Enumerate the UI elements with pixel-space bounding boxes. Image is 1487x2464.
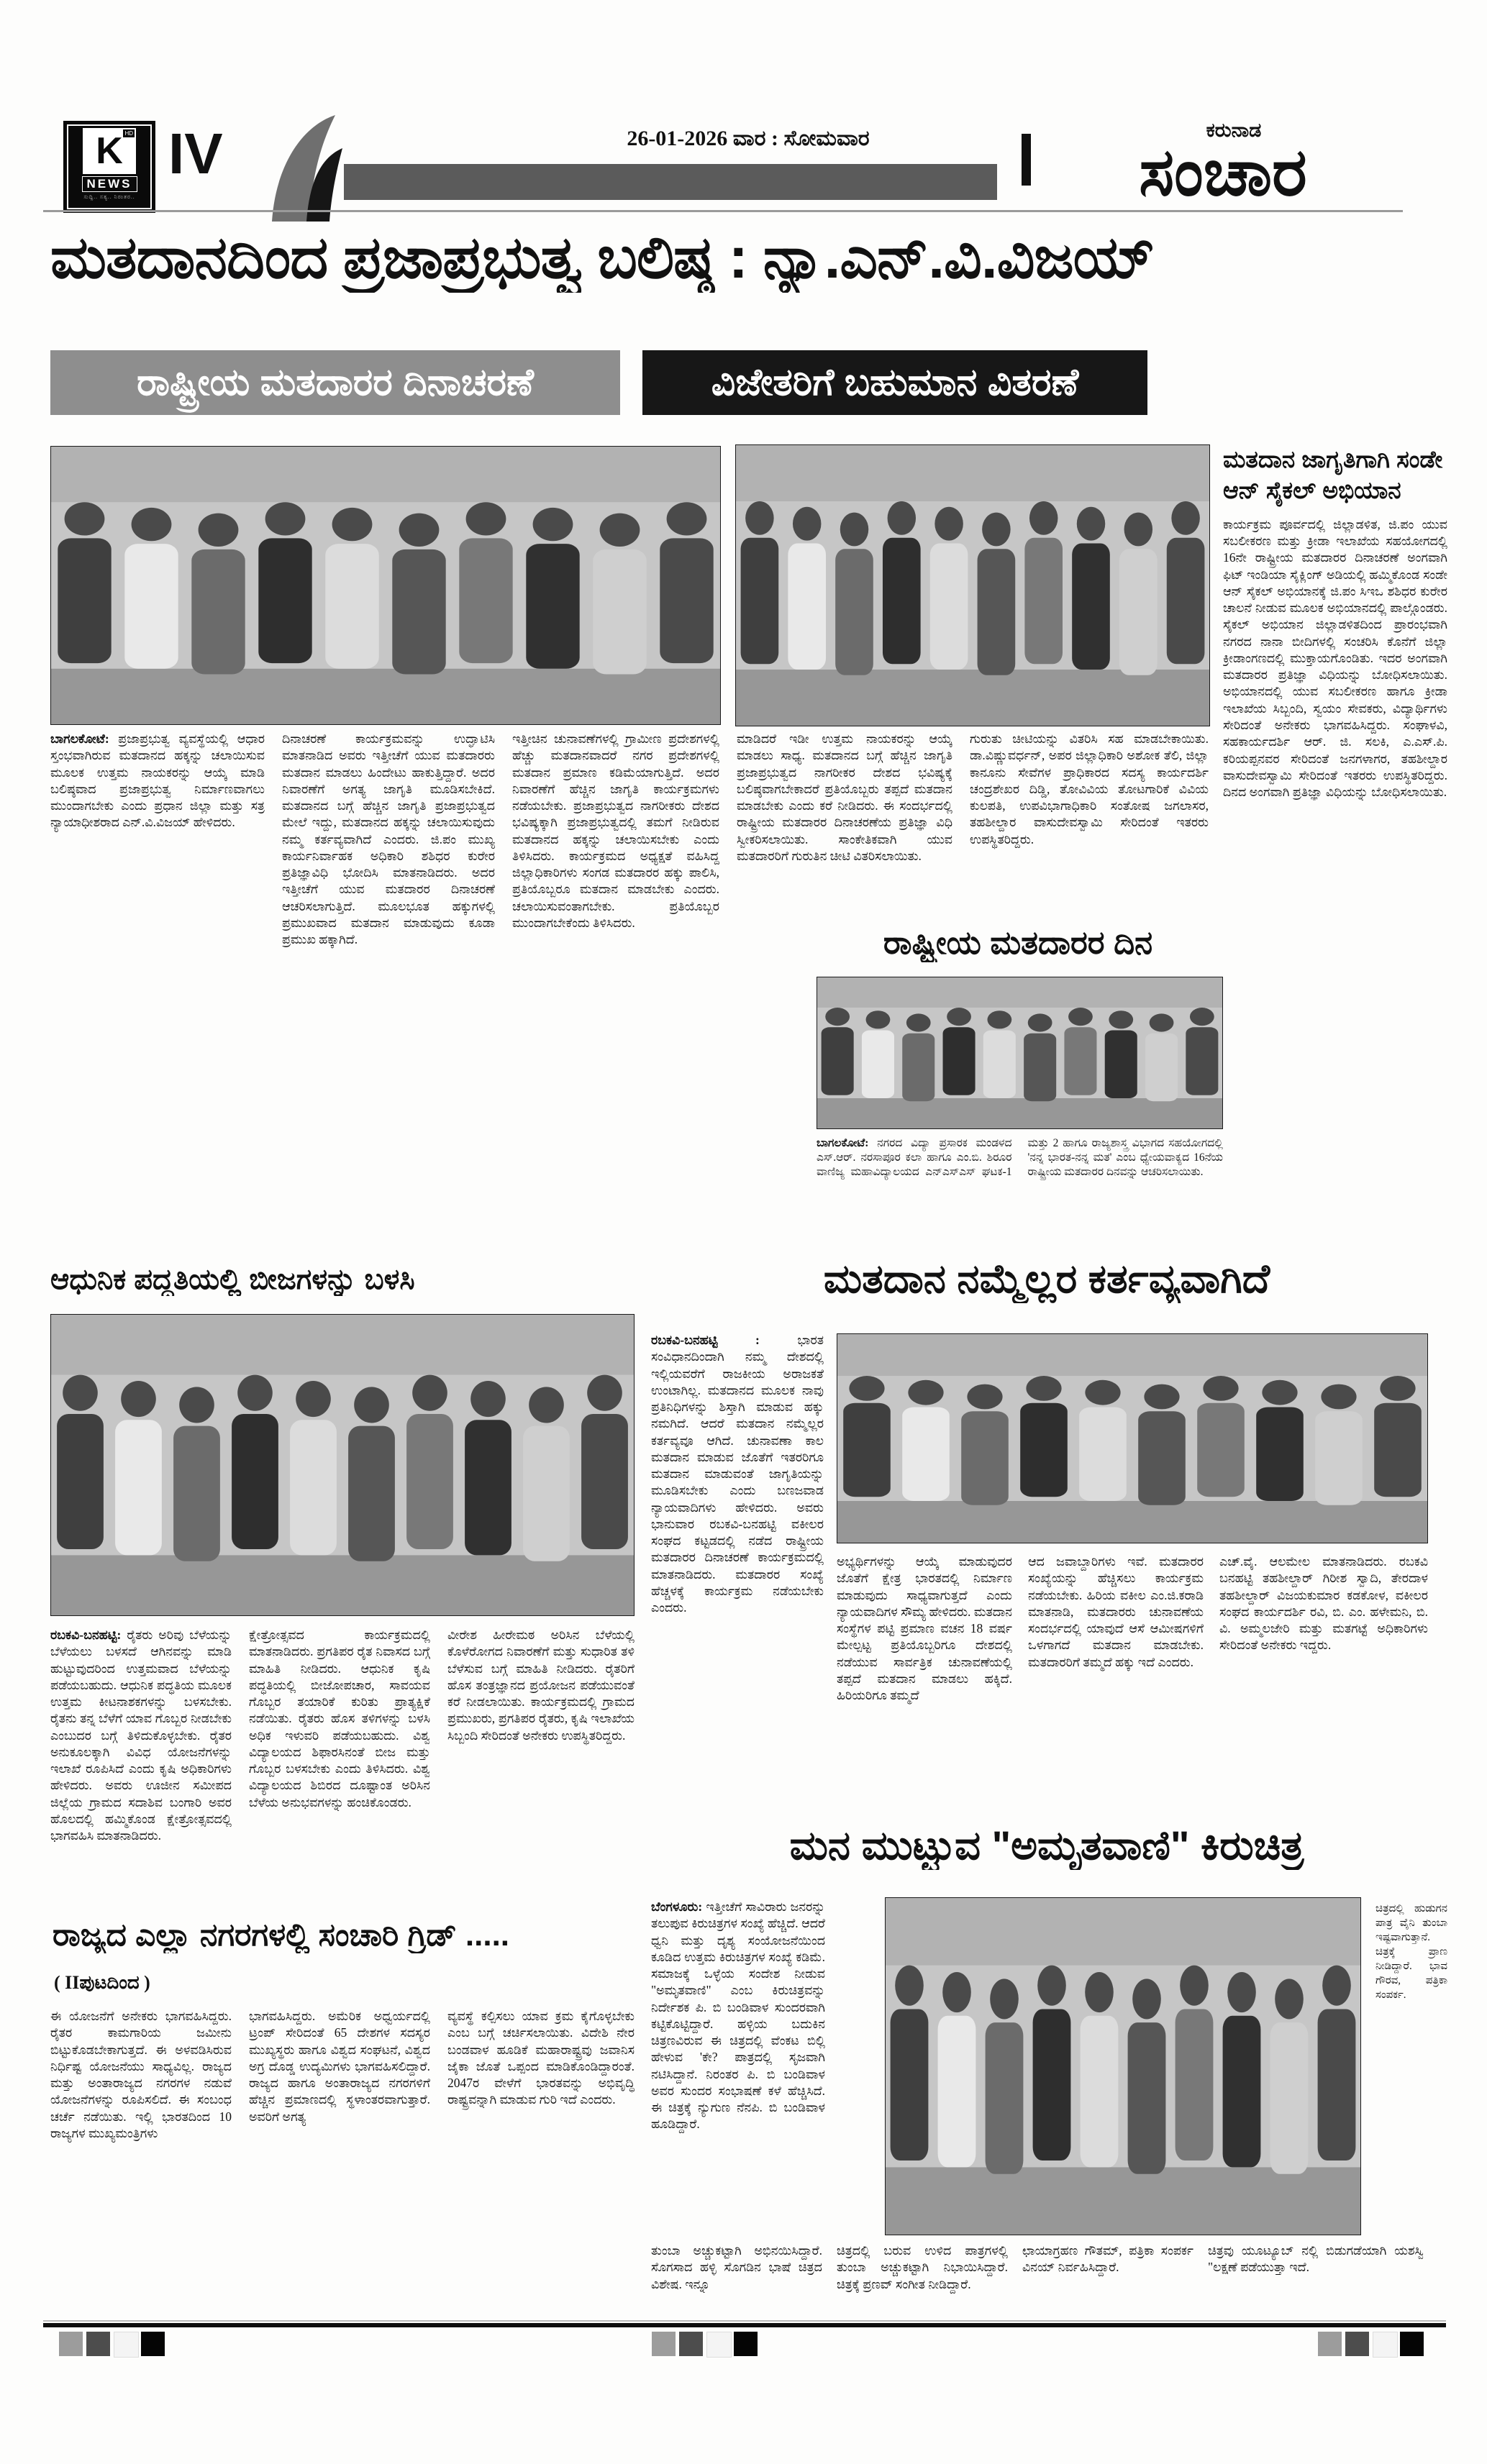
knews-logo-news: NEWS [82, 176, 137, 192]
film-dateline: ಬೆಂಗಳೂರು: [651, 1899, 703, 1914]
knews-logo [63, 121, 155, 213]
page-number: IV [168, 122, 223, 186]
lead-col-3: ಇತ್ತೀಚಿನ ಚುನಾವಣೆಗಳಲ್ಲಿ ಗ್ರಾಮೀಣ ಪ್ರದೇಶಗಳಲ್ಲಿ ಹೆಚ್ಚು ಮತದಾನವಾದರೆ ನಗರ ಪ್ರದೇಶಗಳಲ್ಲಿ ಮತದಾನ ಪ್ರಮಾಣ ಕಡಿಮೆಯಾಗುತ್ತಿದೆ. ಅದರ ನಿವಾರಣೆಗೆ ಹೆಚ್ಚಿನ ಜಾಗೃತಿ ಕಾರ್ಯಕ್ರಮಗಳು ನಡೆಯಬೇಕು. ಪ್ರಜಾಪ್ರಭುತ್ವದ ನಾಗರೀಕರು ದೇಶದ ಭವಿಷ್ಯಕ್ಕಾಗಿ ಪ್ರಜಾಪ್ರಭುತ್ವದಲ್ಲಿ ತಮಗೆ ನೀಡಿರುವ ಮತದಾನದ ಹಕ್ಕನ್ನು ಚಲಾಯಿಸಬೇಕು ಎಂದು ತಿಳಿಸಿದರು. ಕಾರ್ಯಕ್ರಮದ ಅಧ್ಯಕ್ಷತೆ ವಹಿಸಿದ್ದ ಜಿಲ್ಲಾಧಿಕಾರಿಗಳು ಸಂಗಡ ಮತದಾರರ ಹಕ್ಕು ಪಾಲಿಸಿ, ಪ್ರತಿಯೊಬ್ಬರೂ ಮತದಾನ ಮಾಡಬೇಕು ಎಂದರು. ಚಲಾಯಿಸುವಂತಾಗಬೇಕು. ಪ್ರತಿಯೊಬ್ಬರ ಮುಂದಾಗಬೇಕೆಂದು ತಿಳಿಸಿದರು. [512, 731, 719, 930]
seeds-headline: ಆಧುನಿಕ ಪದ್ಧತಿಯಲ್ಲಿ ಬೀಜಗಳನ್ನು ಬಳಸಿ [50, 1264, 415, 1295]
reg-square [1373, 2332, 1398, 2358]
voters-day-caption [817, 1136, 1223, 1248]
seeds-col-2: ಕ್ಷೇತ್ರೋತ್ಸವದ ಕಾರ್ಯಕ್ರಮದಲ್ಲಿ ಮಾತನಾಡಿದರು. ಪ್ರಗತಿಪರ ರೈತ ನಿವಾಸದ ಬಗ್ಗೆ ಮಾಹಿತಿ ನೀಡಿದರು. ಆಧುನಿಕ ಕೃಷಿ ಪದ್ಧತಿಯಲ್ಲಿ ಬೀಜೋಪಚಾರ, ಸಾವಯವ ಗೊಬ್ಬರ ತಯಾರಿಕೆ ಕುರಿತು ಪ್ರಾತ್ಯಕ್ಷಿಕೆ ನಡೆಯಿತು. ರೈತರು ಹೊಸ ತಳಿಗಳನ್ನು ಬಳಸಿ ಅಧಿಕ ಇಳುವರಿ ಪಡೆಯಬಹುದು. ವಿಶ್ವ ವಿದ್ಯಾಲಯದ ಶಿಫಾರಸಿನಂತೆ ಬೀಜ ಮತ್ತು ಗೊಬ್ಬರ ಬಳಸಬೇಕು ಎಂದು ತಿಳಿಸಿದರು. ವಿಶ್ವ ವಿದ್ಯಾಲಯದ ಶಿಬಿರದ ದೂಷ್ಟಾಂತ ಅರಿಸಿನ ಬೆಳೆಯ ಅನುಭವಗಳನ್ನು ಹಂಚಿಕೊಂಡರು. [249, 1628, 430, 1810]
photo-certificate-presentation [735, 444, 1210, 726]
lead-col-2: ದಿನಾಚರಣೆ ಕಾರ್ಯಕ್ರಮವನ್ನು ಉದ್ಘಾಟಿಸಿ ಮಾತನಾಡಿದ ಅವರು ಇತ್ತೀಚೆಗೆ ಯುವ ಮತದಾರರು ಮತದಾನ ಮಾಡಲು ಹಿಂದೇಟು ಹಾಕುತ್ತಿದ್ದಾರೆ. ಅದರ ನಿವಾರಣೆಗೆ ಅಗತ್ಯ ಜಾಗೃತಿ ಮೂಡಿಸಬೇಕಿದೆ. ಮತದಾನದ ಬಗ್ಗೆ ಹೆಚ್ಚಿನ ಜಾಗೃತಿ ಪ್ರಜಾಪ್ರಭುತ್ವದ ಮೇಲೆ ಇದ್ದು, ಮತದಾನದ ಹಕ್ಕನ್ನು ಚಲಾಯಿಸುವುದು ನಮ್ಮ ಕರ್ತವ್ಯವಾಗಿದೆ ಎಂದರು. ಜಿ.ಪಂ ಮುಖ್ಯ ಕಾರ್ಯನಿರ್ವಾಹಕ ಅಧಿಕಾರಿ ಶಶಿಧರ ಕುರೇರ ಪ್ರತಿಜ್ಞಾವಿಧಿ ಭೋದಿಸಿ ಮಾತನಾಡಿದರು. ಅದರ ಇತ್ತೀಚೆಗೆ ಯುವ ಮತದಾರರ ದಿನಾಚರಣೆ ಆಚರಿಸಲಾಗುತ್ತಿದೆ. ಮೂಲಭೂತ ಹಕ್ಕುಗಳಲ್ಲಿ ಪ್ರಮುಖವಾದ ಮತದಾನ ಮಾಡುವುದು ಕೂಡಾ ಪ್ರಮುಖ ಹಕ್ಕಾಗಿದೆ. [282, 731, 495, 947]
hd-badge: HD [124, 130, 133, 137]
knews-logo-tagline: ಸುದ್ದಿ.. ಸತ್ಯ.. ನಿರಂತರ.. [83, 193, 135, 200]
knews-logo-k-panel [83, 128, 136, 174]
voters-day-caption-text: ನಗರದ ವಿದ್ಯಾ ಪ್ರಸಾರಕ ಮಂಡಳದ ಎಸ್.ಆರ್. ನರಸಾಪೂರ ಕಲಾ ಹಾಗೂ ಎಂ.ಬಿ. ಶಿರೂರ ವಾಣಿಜ್ಯ ಮಹಾವಿದ್ಯಾಲಯದ ಎನ್ಎಸ್ಎಸ್ ಘಟಕ-1 ಮತ್ತು 2 ಹಾಗೂ ರಾಜ್ಯಶಾಸ್ತ್ರ ವಿಭಾಗದ ಸಹಯೋಗದಲ್ಲಿ 'ನನ್ನ ಭಾರತ-ನನ್ನ ಮತ' ಎಂಬ ಧ್ಯೇಯವಾಕ್ಯದ 16ನೆಯ ರಾಷ್ಟ್ರೀಯ ಮತದಾರರ ದಿನವನ್ನು ಆಚರಿಸಲಾಯಿತು. [817, 1137, 1223, 1179]
cycle-campaign-headline: ಮತದಾನ ಜಾಗೃತಿಗಾಗಿ ಸಂಡೇ ಆನ್ ಸೈಕಲ್ ಅಭಿಯಾನ [1223, 446, 1443, 503]
paper-name-small: ಕರುನಾಡ [1206, 119, 1262, 141]
lead-col-1 [50, 731, 265, 1249]
film-side-col: ಚಿತ್ರದಲ್ಲಿ ಹುಡುಗನ ಪಾತ್ರ ವೈನಿ ತುಂಬಾ ಇಷ್ಟವಾಗುತ್ತಾನೆ. ಚಿತ್ರಕ್ಕೆ ಪ್ರಾಣ ನೀಡಿದ್ದಾರೆ. ಭಾವ ಗೌರವ, ಪತ್ರಿಕಾ ಸಂಪರ್ಕ. [1375, 1903, 1447, 2001]
leaf-swoosh-graphic [250, 114, 358, 222]
seeds-col-3: ವೀರೇಶ ಹೀರೇಮಠ ಅರಿಸಿನ ಬೆಳೆಯಲ್ಲಿ ಕೊಳೆರೋಗದ ನಿವಾರಣೆಗೆ ಮತ್ತು ಸುಧಾರಿತ ತಳಿ ಬೆಳೆಸುವ ಬಗ್ಗೆ ಮಾಹಿತಿ ನೀಡಿದರು. ರೈತರಿಗೆ ಹೊಸ ತಂತ್ರಜ್ಞಾನದ ಪ್ರಯೋಜನ ಪಡೆಯುವಂತೆ ಕರೆ ನೀಡಲಾಯಿತು. ಕಾರ್ಯಕ್ರಮದಲ್ಲಿ ಗ್ರಾಮದ ಪ್ರಮುಖರು, ಪ್ರಗತಿಪರ ರೈತರು, ಕೃಷಿ ಇಲಾಖೆಯ ಸಿಬ್ಬಂದಿ ಸೇರಿದಂತೆ ಅನೇಕರು ಉಪಸ್ಥಿತರಿದ್ದರು. [447, 1628, 635, 1743]
reg-square [59, 2332, 83, 2356]
header-gray-bar [344, 164, 997, 200]
duty-col-1-text: ಭಾರತ ಸಂವಿಧಾನದಿಂದಾಗಿ ನಮ್ಮ ದೇಶದಲ್ಲಿ ಇಲ್ಲಿಯವರೆಗೆ ರಾಜಕೀಯ ಅರಾಜಕತೆ ಉಂಟಾಗಿಲ್ಲ. ಮತದಾನದ ಮೂಲಕ ನಾವು ಪ್ರತಿನಿಧಿಗಳನ್ನು ಶಿಸ್ತಾಗಿ ಮಾಡುವ ಹಕ್ಕು ನಮಗಿದೆ. ಆದರೆ ಮತದಾನ ನಮ್ಮೆಲ್ಲರ ಕರ್ತವ್ಯವೂ ಆಗಿದೆ. ಚುನಾವಣಾ ಕಾಲ ಮತದಾನ ಮಾಡುವ ಜೊತೆಗೆ ಇತರರಿಗೂ ಮತದಾನ ಮಾಡುವಂತೆ ಜಾಗೃತಿಯನ್ನು ಮೂಡಿಸಬೇಕು ಎಂದು ಬಣಜವಾಡ ನ್ಯಾಯವಾದಿಗಳು ಹೇಳಿದರು. ಅವರು ಭಾನುವಾರ ರಬಕವಿ-ಬನಹಟ್ಟಿ ವಕೀಲರ ಸಂಘದ ಕಟ್ಟಡದಲ್ಲಿ ನಡೆದ ರಾಷ್ಟ್ರೀಯ ಮತದಾರರ ದಿನಾಚರಣೆ ಕಾರ್ಯಕ್ರಮದಲ್ಲಿ ಮಾತನಾಡಿದರು. ಮತದಾರರ ಸಂಖ್ಯೆ ಹೆಚ್ಚಳಕ್ಕೆ ಕಾರ್ಯಕ್ರಮ ನಡೆಯಬೇಕು ಎಂದರು. [651, 1333, 824, 1615]
photo-farm-field-group [50, 1314, 635, 1616]
photo-voters-day-group [817, 977, 1223, 1129]
registration-marks-center [652, 2332, 767, 2356]
registration-marks-left [59, 2332, 174, 2356]
paper-name: ಸಂಚಾರ [1139, 136, 1307, 209]
reg-square [86, 2332, 110, 2356]
reg-square [114, 2332, 139, 2358]
voters-day-caption-dateline: ಬಾಗಲಕೋಟೆ: [817, 1137, 869, 1149]
grid-col-3: ವ್ಯವಸ್ಥೆ ಕಲ್ಪಿಸಲು ಯಾವ ಕ್ರಮ ಕೈಗೊಳ್ಳಬೇಕು ಎಂಬ ಬಗ್ಗೆ ಚರ್ಚಿಸಲಾಯಿತು. ವಿದೇಶಿ ನೇರ ಬಂಡವಾಳ ಹೂಡಿಕೆ ಮಹಾರಾಷ್ಟ್ರವು ಜವಾನಿಸ ಜೈಕಾ ಜೊತೆ ಒಪ್ಪಂದ ಮಾಡಿಕೊಂಡಿದ್ದಾರಂತೆ. 2047ರ ವೇಳೆಗೆ ಭಾರತವನ್ನು ಅಭಿವೃದ್ಧಿ ರಾಷ್ಟ್ರವನ್ನಾಗಿ ಮಾಡುವ ಗುರಿ ಇದೆ ಎಂದರು. [447, 2009, 635, 2107]
duty-dateline: ರಬಕವಿ-ಬನಹಟ್ಟಿ : [651, 1333, 760, 1347]
lead-dateline: ಬಾಗಲಕೋಟೆ: [50, 731, 109, 746]
film-headline: ಮನ ಮುಟ್ಟುವ "ಅಮೃತವಾಣಿ" ಕಿರುಚಿತ್ರ [789, 1822, 1304, 1868]
seeds-dateline: ರಬಕವಿ-ಬನಹಟ್ಟಿ: [50, 1628, 122, 1642]
masthead-divider-tick [1022, 134, 1031, 186]
knews-logo-k: K [96, 130, 123, 172]
grid-col-2: ಭಾಗವಹಿಸಿದ್ದರು. ಅಮೆರಿಕ ಅಧ್ವರ್ಯದಲ್ಲಿ ಟ್ರಂಪ್ ಸೇರಿದಂತೆ 65 ದೇಶಗಳ ಸದಸ್ಯರ ಮುಖ್ಯಸ್ಥರು ಹಾಗೂ ವಿಶ್ವದ ಸಂಘಟನೆ, ವಿಶ್ವದ ಅಗ್ರ ದೊಡ್ಡ ಉದ್ಯಮಿಗಳು ಭಾಗವಹಿಸಲಿದ್ದಾರೆ. ರಾಜ್ಯದ ಹಾಗೂ ಅಂತಾರಾಜ್ಯದ ನಗರಗಳಿಗೆ ಹೆಚ್ಚಿನ ಪ್ರಮಾಣದಲ್ಲಿ ಸ್ಥಳಾಂತರವಾಗುತ್ತಾರೆ. ಅವರಿಗೆ ಅಗತ್ಯ [249, 2009, 430, 2124]
cycle-campaign-body: ಕಾರ್ಯಕ್ರಮ ಪೂರ್ವದಲ್ಲಿ ಜಿಲ್ಲಾಡಳಿತ, ಜಿ.ಪಂ ಯುವ ಸಬಲೀಕರಣ ಮತ್ತು ಕ್ರೀಡಾ ಇಲಾಖೆಯ ಸಹಯೋಗದಲ್ಲಿ 16ನೇ ರಾಷ್ಟ್ರೀಯ ಮತದಾರರ ದಿನಾಚರಣೆ ಅಂಗವಾಗಿ ಫಿಟ್ ಇಂಡಿಯಾ ಸೈಕ್ಲಿಂಗ್ ಅಡಿಯಲ್ಲಿ ಹಮ್ಮಿಕೊಂಡ ಸಂಡೇ ಆನ್ ಸೈಕಲ್ ಅಭಿಯಾನಕ್ಕೆ ಜಿ.ಪಂ ಸಿಇಒ ಶಶಿಧರ ಕುರೇರ ಚಾಲನೆ ನೀಡುವ ಮೂಲಕ ಅಭಿಯಾನದಲ್ಲಿ ಪಾಲ್ಗೊಂಡರು. ಸೈಕಲ್ ಅಭಿಯಾನ ಜಿಲ್ಲಾಡಳಿತದಿಂದ ಪ್ರಾರಂಭವಾಗಿ ನಗರದ ನಾನಾ ಬೀದಿಗಳಲ್ಲಿ ಸಂಚರಿಸಿ ಕೊನೆಗೆ ಜಿಲ್ಲಾ ಕ್ರೀಡಾಂಗಣದಲ್ಲಿ ಮುಕ್ತಾಯಗೊಂಡಿತು. ಇದರ ಅಂಗವಾಗಿ ಮತದಾರರ ಪ್ರತಿಜ್ಞಾ ವಿಧಿಯನ್ನು ಬೋಧಿಸಲಾಯಿತು. ಅಭಿಯಾನದಲ್ಲಿ ಯುವ ಸಬಲೀಕರಣ ಹಾಗೂ ಕ್ರೀಡಾ ಇಲಾಖೆಯ ಸಿಬ್ಬಂದಿ, ಸ್ವಯಂ ಸೇವಕರು, ವಿದ್ಯಾರ್ಥಿಗಳು ಸೇರಿದಂತೆ ಅನೇಕರು ಭಾಗವಹಿಸಿದ್ದರು. ಸಂಘಾಳವಿ, ಸಹಕಾರ್ಯದರ್ಶಿ ಆರ್. ಜಿ. ಸಲಕಿ, ಎ.ಎಸ್.ಪಿ. ಕರಿಯಪ್ಪನವರ ಸೇರಿದಂತೆ ಜನಗಳಾಗರ, ತಹಶೀಲ್ದಾರ ವಾಸುದೇವಸ್ವಾಮಿ ಸೇರಿದಂತೆ ಇತರರು ಉಪಸ್ಥಿತರಿದ್ದರು. ದಿನದ ಅಂಗವಾಗಿ ಪ್ರತಿಜ್ಞಾ ವಿಧಿಯನ್ನು ಬೋಧಿಸಲಾಯಿತು. [1223, 516, 1447, 800]
voters-day-heading: ರಾಷ್ಟ್ರೀಯ ಮತದಾರರ ದಿನ [883, 924, 1153, 961]
photo-school-group [885, 1897, 1361, 2235]
film-bottom-col-2: ಚಿತ್ರದಲ್ಲಿ ಬರುವ ಉಳಿದ ಪಾತ್ರಗಳಲ್ಲಿ ತುಂಬಾ ಅಚ್ಚುಕಟ್ಟಾಗಿ ನಿಭಾಯಿಸಿದ್ದಾರೆ. ಚಿತ್ರಕ್ಕೆ ಪ್ರಣವ್ ಸಂಗೀತ ನೀಡಿದ್ದಾರೆ. [837, 2243, 1008, 2291]
knews-logo-inner [67, 124, 152, 209]
reg-square [734, 2332, 758, 2356]
reg-square [1345, 2332, 1369, 2356]
footer-rule [43, 2323, 1446, 2327]
duty-headline: ಮತದಾನ ನಮ್ಮೆಲ್ಲರ ಕರ್ತವ್ಯವಾಗಿದೆ [823, 1256, 1270, 1301]
reg-square [679, 2332, 703, 2356]
header-rule [43, 210, 1403, 212]
duty-col-2: ಅಭ್ಯರ್ಥಿಗಳನ್ನು ಆಯ್ಕೆ ಮಾಡುವುದರ ಜೊತೆಗೆ ಕ್ಷೇತ್ರ ಭಾರತದಲ್ಲಿ ನಿರ್ಮಾಣ ಮಾಡುವುದು ಸಾಧ್ಯವಾಗುತ್ತದೆ ಎಂದು ನ್ಯಾಯವಾದಿಗಳ ಸೌಮ್ಯ ಹೇಳಿದರು. ಮತದಾನ ಸಂಸ್ಥೆಗಳ ಪಟ್ಟಿ ಪ್ರಮಾಣ ವಚನ 18 ವರ್ಷ ಮೇಲ್ಪಟ್ಟ ಪ್ರತಿಯೊಬ್ಬರಿಗೂ ದೇಶದಲ್ಲಿ ನಡೆಯುವ ಸಾರ್ವತ್ರಿಕ ಚುನಾವಣೆಯಲ್ಲಿ ತಪ್ಪದೆ ಮತದಾನ ಮಾಡಲು ಹಕ್ಕಿದೆ. ಹಿರಿಯರಿಗೂ ತಮ್ಮದೆ [837, 1554, 1012, 1703]
kicker-right: ವಿಜೇತರಿಗೆ ಬಹುಮಾನ ವಿತರಣೆ [642, 350, 1147, 415]
registration-marks-right [1318, 2332, 1433, 2356]
film-col-1-text: ಇತ್ತೀಚೆಗೆ ಸಾವಿರಾರು ಜನರನ್ನು ತಲುಪುವ ಕಿರುಚಿತ್ರಗಳ ಸಂಖ್ಯೆ ಹೆಚ್ಚಿದೆ. ಆದರೆ ಧ್ವನಿ ಮತ್ತು ದೃಶ್ಯ ಸಂಯೋಜನೆಯಿಂದ ಕೂಡಿದ ಉತ್ತಮ ಕಿರುಚಿತ್ರಗಳ ಸಂಖ್ಯೆ ಕಡಿಮೆ. ಸಮಾಜಕ್ಕೆ ಒಳ್ಳೆಯ ಸಂದೇಶ ನೀಡುವ "ಅಮೃತವಾಣಿ" ಎಂಬ ಕಿರುಚಿತ್ರವನ್ನು ನಿರ್ದೇಶಕ ಪಿ. ಬಿ ಬಂಡಿವಾಳ ಸುಂದರವಾಗಿ ಕಟ್ಟಿಕೊಟ್ಟಿದ್ದಾರೆ. ಹಳ್ಳಿಯ ಬದುಕಿನ ಚಿತ್ರಣವಿರುವ ಈ ಚಿತ್ರದಲ್ಲಿ ವೆಂಕಟ ಬಿಲ್ಲಿ ಹೇಳುವ 'ಕೇ? ಪಾತ್ರದಲ್ಲಿ ಸೃಜವಾಗಿ ನಟಿಸಿದ್ದಾನೆ. ನಿರಂತರ ಪಿ. ಬಿ ಬಂಡಿವಾಳ ಅವರ ಸುಂದರ ಸಂಭಾಷಣೆ ಕಳೆ ಹೆಚ್ಚಿಸಿದೆ. ಈ ಚಿತ್ರಕ್ಕೆ ನ್ಯುಗುಣ ನೆನಪಿ. ಬಿ ಬಂಡಿವಾಳ ಹೂಡಿದ್ದಾರೆ. [651, 1899, 825, 2132]
seeds-col-1-text: ರೈತರು ಅರಿವು ಬೆಳೆಯನ್ನು ಬೆಳೆಯಲು ಬಳಸದೆ ಆಗಿನವನ್ನು ಮಾಡಿ ಹುಟ್ಟುವುದರಿಂದ ಉತ್ತಮವಾದ ಬೆಳೆಯನ್ನು ಪಡೆಯಬಹುದು. ಆಧುನಿಕ ಪದ್ಧತಿಯ ಮೂಲಕ ಉತ್ತಮ ಕೀಟನಾಶಕಗಳನ್ನು ಬಳಸಬೇಕು. ರೈತನು ತನ್ನ ಬೆಳೆಗೆ ಯಾವ ಗೊಬ್ಬರ ನೀಡಬೇಕು ಎಂಬುದರ ಬಗ್ಗೆ ತಿಳಿದುಕೊಳ್ಳಬೇಕು. ರೈತರ ಅನುಕೂಲಕ್ಕಾಗಿ ವಿವಿಧ ಯೋಜನೆಗಳನ್ನು ಇಲಾಖೆ ರೂಪಿಸಿದೆ ಎಂದು ಕೃಷಿ ಅಧಿಕಾರಿಗಳು ಹೇಳಿದರು. ಅವರು ಊಜೀನ ಸಮೀಪದ ಜಿಲ್ಲೆಯ ಗ್ರಾಮದ ಸದಾಶಿವ ಬಂಗಾರಿ ಅವರ ಹೊಲದಲ್ಲಿ ಹಮ್ಮಿಕೊಂಡ ಕ್ಷೇತ್ರೋತ್ಸವದಲ್ಲಿ ಭಾಗವಹಿಸಿ ಮಾತನಾಡಿದರು. [50, 1628, 232, 1843]
lead-col-4: ಮಾಡಿದರೆ ಇಡೀ ಉತ್ತಮ ನಾಯಕರನ್ನು ಆಯ್ಕೆ ಮಾಡಲು ಸಾಧ್ಯ. ಮತದಾನದ ಬಗ್ಗೆ ಹೆಚ್ಚಿನ ಜಾಗೃತಿ ಪ್ರಜಾಪ್ರಭುತ್ವದ ನಾಗರೀಕರ ದೇಶದ ಭವಿಷ್ಯಕ್ಕೆ ಬಲಿಷ್ಠವಾಗಬೇಕಾದರೆ ಪ್ರತಿಯೊಬ್ಬರು ತಪ್ಪದೆ ಮತದಾನ ಮಾಡಬೇಕು ಎಂದು ಕರೆ ನೀಡಿದರು. ಈ ಸಂದರ್ಭದಲ್ಲಿ ರಾಷ್ಟ್ರೀಯ ಮತದಾರರ ದಿನಾಚರಣೆಯ ಪ್ರತಿಜ್ಞಾ ವಿಧಿ ಸ್ವೀಕರಿಸಲಾಯಿತು. ಸಾಂಕೇತಿಕವಾಗಿ ಯುವ ಮತದಾರರಿಗೆ ಗುರುತಿನ ಚೀಟಿ ವಿತರಿಸಲಾಯಿತು. [737, 731, 952, 863]
reg-square [652, 2332, 676, 2356]
date-line: 26-01-2026 ವಾರ : ಸೋಮವಾರ [627, 127, 870, 150]
duty-col-4: ಎಚ್.ವೈ. ಆಲಮೇಲ ಮಾತನಾಡಿದರು. ರಬಕವಿ ಬನಹಟ್ಟಿ ತಹಶೀಲ್ದಾರ್ ಗಿರೀಶ ಸ್ವಾದಿ, ತೇರದಾಳ ತಹಶೀಲ್ದಾರ್ ವಿಜಯಕುಮಾರ ಕಡಕೋಳ, ವಕೀಲರ ಸಂಘದ ಕಾರ್ಯದರ್ಶಿ ರವಿ, ಬಿ. ಎಂ. ಹಳೇಮನಿ, ಬಿ. ವಿ. ಅಮ್ಮಲಜೇರಿ ಮತ್ತು ಮತಗಟ್ಟೆ ಅಧಿಕಾರಿಗಳು ಸೇರಿದಂತೆ ಅನೇಕರು ಇದ್ದರು. [1219, 1554, 1428, 1653]
lead-col-1-text: ಪ್ರಜಾಪ್ರಭುತ್ವ ವ್ಯವಸ್ಥೆಯಲ್ಲಿ ಆಧಾರ ಸ್ತಂಭವಾಗಿರುವ ಮತದಾನದ ಹಕ್ಕನ್ನು ಚಲಾಯಿಸುವ ಮೂಲಕ ಉತ್ತಮ ನಾಯಕರನ್ನು ಆಯ್ಕೆ ಮಾಡಿ ಬಲಿಷ್ಠವಾದ ಪ್ರಜಾಪ್ರಭುತ್ವ ನಿರ್ಮಾಣವಾಗಲು ಮುಂದಾಗಬೇಕು ಎಂದು ಪ್ರಧಾನ ಜಿಲ್ಲಾ ಮತ್ತು ಸತ್ರ ನ್ಯಾಯಾಧೀಶರಾದ ಎನ್.ವಿ.ವಿಜಯ್ ಹೇಳಿದರು. [50, 731, 265, 830]
film-bottom-col-3: ಛಾಯಾಗ್ರಹಣ ಗೌತಮ್, ಪತ್ರಿಕಾ ಸಂಪರ್ಕ ವಿನಯ್ ನಿರ್ವಹಿಸಿದ್ದಾರೆ. [1022, 2243, 1193, 2275]
duty-col-3: ಆದ ಜವಾಬ್ದಾರಿಗಳು ಇವೆ. ಮತದಾರರ ಸಂಖ್ಯೆಯನ್ನು ಹೆಚ್ಚಿಸಲು ಕಾರ್ಯಕ್ರಮ ನಡೆಯಬೇಕು. ಹಿರಿಯ ವಕೀಲ ಎಂ.ಜಿ.ಕರಾಡಿ ಮಾತನಾಡಿ, ಮತದಾರರು ಚುನಾವಣೆಯ ಸಂದರ್ಭದಲ್ಲಿ ಯಾವುದೆ ಆಸೆ ಆಮೀಷಗಳಿಗೆ ಒಳಗಾಗದೆ ಮತದಾನ ಮಾಡಬೇಕು. ಮತದಾರರಿಗೆ ತಮ್ಮದೆ ಹಕ್ಕು ಇದೆ ಎಂದರು. [1028, 1554, 1204, 1669]
article-cycle-campaign [1223, 444, 1447, 1246]
grid-continued-note: ( IIಪುಟದಿಂದ ) [54, 1972, 150, 1993]
kicker-left: ರಾಷ್ಟ್ರೀಯ ಮತದಾರರ ದಿನಾಚರಣೆ [50, 350, 620, 415]
reg-square [1318, 2332, 1342, 2356]
duty-col-1 [651, 1332, 824, 1812]
photo-stage-inauguration [50, 446, 721, 725]
film-bottom-col-1: ತುಂಬಾ ಅಚ್ಚುಕಟ್ಟಾಗಿ ಅಭಿನಯಿಸಿದ್ದಾರೆ. ಸೊಗಸಾದ ಹಳ್ಳಿ ಸೊಗಡಿನ ಭಾಷೆ ಚಿತ್ರದ ವಿಶೇಷ. ಇನ್ನೂ [651, 2243, 822, 2291]
reg-square [706, 2332, 732, 2358]
reg-square [141, 2332, 165, 2356]
film-bottom-col-4: ಚಿತ್ರವು ಯೂಟ್ಯೂಬ್ ನಲ್ಲಿ ಬಿಡುಗಡೆಯಾಗಿ ಯಶಸ್ವಿ "ಲಕ್ಷಣೆ ಪಡೆಯುತ್ತಾ ಇದೆ. [1208, 2243, 1424, 2275]
grid-headline: ರಾಜ್ಯದ ಎಲ್ಲಾ ನಗರಗಳಲ್ಲಿ ಸಂಚಾರಿ ಗ್ರಿಡ್ ..... [53, 1917, 510, 1953]
footer-rule-light [43, 2320, 1446, 2322]
photo-voters-day-meeting [837, 1333, 1428, 1543]
lead-headline: ಮತದಾನದಿಂದ ಪ್ರಜಾಪ್ರಭುತ್ವ ಬಲಿಷ್ಠ : ನ್ಯಾ.ಎನ್.ವಿ.ವಿಜಯ್ [50, 225, 1155, 291]
seeds-col-1 [50, 1627, 232, 1912]
reg-square [1400, 2332, 1424, 2356]
lead-col-5: ಗುರುತು ಚೀಟಿಯನ್ನು ವಿತರಿಸಿ ಸಹ ಮಾಡಬೇಕಾಯಿತು. ಡಾ.ವಿಷ್ಣುವರ್ಧನ್, ಅಪರ ಜಿಲ್ಲಾಧಿಕಾರಿ ಅಶೋಕ ತೆಲಿ, ಜಿಲ್ಲಾ ಕಾನೂನು ಸೇವೆಗಳ ಪ್ರಾಧಿಕಾರದ ಸದಸ್ಯ ಕಾರ್ಯದರ್ಶಿ ಚಂದ್ರಶೇಖರ ದಿಡ್ಡಿ, ತೋವಿವಿಯ ತೋಟಗಾರಿಕೆ ವಿವಿಯ ಕುಲಪತಿ, ಉಪವಿಭಾಗಾಧಿಕಾರಿ ಸಂತೋಷ ಜಗಲಾಸರ, ತಹಶೀಲ್ದಾರ ವಾಸುದೇವಸ್ವಾಮಿ ಸೇರಿದಂತೆ ಇತರರು ಉಪಸ್ಥಿತರಿದ್ದರು. [970, 731, 1209, 847]
grid-col-1: ಈ ಯೋಜನೆಗೆ ಅನೇಕರು ಭಾಗವಹಿಸಿದ್ದರು. ರೈತರ ಕಾಮಗಾರಿಯ ಜಮೀನು ಬಿಟ್ಟುಕೊಡಬೇಕಾಗುತ್ತದೆ. ಈ ಅಳವಡಿಸಿರುವ ನಿರ್ಧಿಷ್ಟ ಯೋಜನೆಯು ಸಾಧ್ಯವಿಲ್ಲ. ರಾಜ್ಯದ ಮತ್ತು ಅಂತಾರಾಜ್ಯದ ನಗರಗಳ ನಡುವೆ ಯೋಜನೆಗಳನ್ನು ರೂಪಿಸಲಿದೆ. ಈ ಸಂಬಂಧ ಚರ್ಚೆ ನಡೆಯಿತು. ಇಲ್ಲಿ ಭಾರತದಿಂದ 10 ರಾಜ್ಯಗಳ ಮುಖ್ಯಮಂತ್ರಿಗಳು [50, 2009, 232, 2140]
